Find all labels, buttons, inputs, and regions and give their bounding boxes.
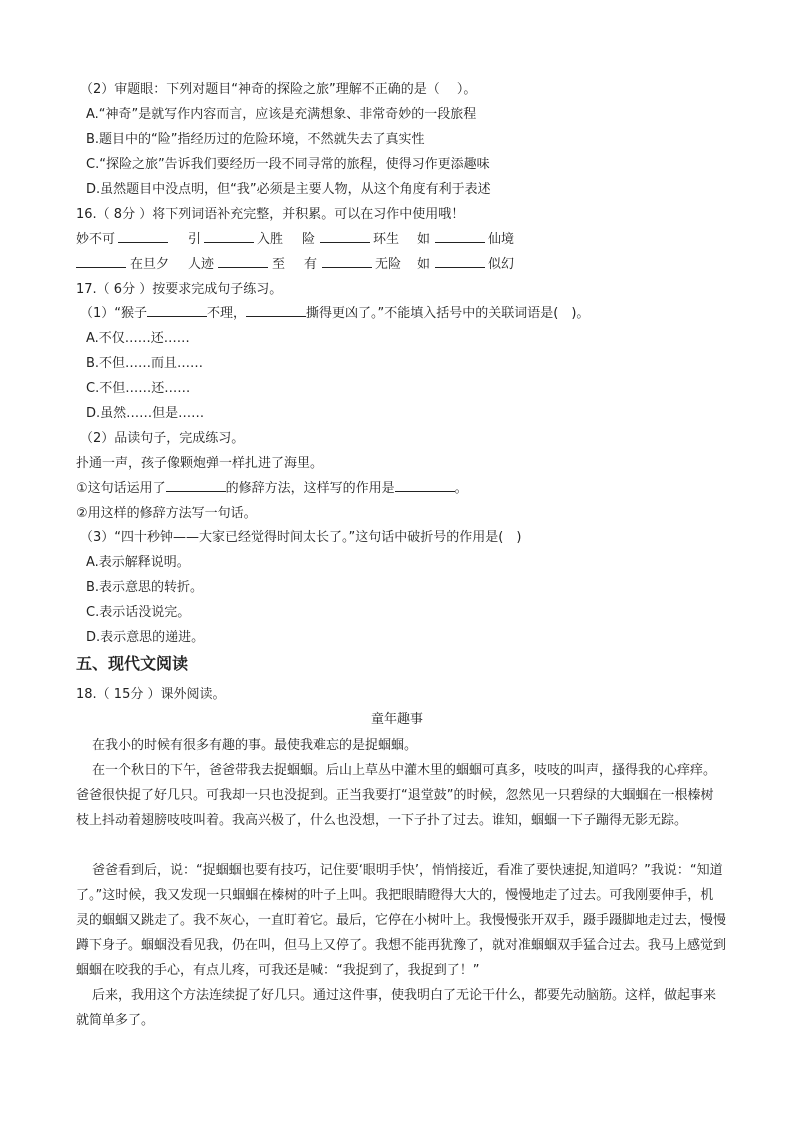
q17-2-question-2: ②用这样的修辞方法写一句话。 — [76, 506, 257, 521]
q17-2-q1-text-a: ①这句话运用了 — [76, 481, 166, 496]
q17-2-q1-text-c: 。 — [454, 481, 468, 496]
q16-word-8-a: 如 — [417, 257, 431, 272]
q15-2-stem: （2）审题眼：下列对题目“神奇的探险之旅”理解不正确的是（ ）。 — [80, 82, 477, 97]
q17-1-text-a: （1）“猴子 — [80, 306, 148, 321]
q16-word-3-a: 险 — [302, 232, 316, 247]
q17-3-stem: （3）“四十秒钟——大家已经觉得时间太长了。”这句话中破折号的作用是( ) — [80, 530, 522, 545]
q16-blank[interactable] — [204, 230, 254, 250]
q16-blank[interactable] — [435, 255, 485, 275]
q16-word-4-b: 仙境 — [488, 232, 515, 247]
section-heading: 五、现代文阅读 — [76, 654, 189, 673]
q17-1-blank[interactable] — [246, 304, 306, 317]
q17-1-text-b: 不理， — [207, 306, 247, 321]
q16-word-7-b: 无险 — [375, 257, 402, 272]
q16-word-5: 在旦夕 — [130, 257, 170, 272]
q16-word-6-a: 人迹 — [188, 257, 215, 272]
q17-1-stem — [80, 304, 589, 324]
q17-3-option-b: B.表示意思的转折。 — [86, 580, 204, 595]
q16-blank[interactable] — [320, 230, 370, 250]
q17-2-question-1 — [76, 479, 468, 499]
passage-paragraph-3: 爸爸看到后，说：“捉蝈蝈也要有技巧，记住要‘眼明手快’，悄悄接近，看准了要快速捉,知道吗？”我说：“知道了。”这时候，我又发现一只蝈蝈在榛树的叶子上叫。我把眼睛瞪得大大的，慢慢地走了过去。可我刚要伸手，机灵的蝈蝈又跳走了。我不灰心，一直盯着它。最后，它停在小树叶上。我慢慢张开双手，蹑手蹑脚地走过去，慢慢蹲下身子。蝈蝈没看见我，仍在叫，但马上又停了。我想不能再犹豫了，就对准蝈蝈双手猛合过去。我马上感觉到蝈蝈在咬我的手心，有点儿疼，可我还是喊：“我捉到了，我捉到了！” — [76, 863, 727, 978]
passage-paragraph-4: 后来，我用这个方法连续捉了好几只。通过这件事，使我明白了无论干什么，都要先动脑筋。这样，做起事来就简单多了。 — [76, 988, 717, 1028]
q16-stem: 16.（ 8分 ）将下列词语补充完整，并积累。可以在习作中使用哦！ — [76, 207, 465, 222]
q17-2-stem: （2）品读句子，完成练习。 — [80, 431, 245, 446]
q16-blank[interactable] — [118, 230, 168, 250]
q17-2-sentence: 扑通一声，孩子像颗炮弹一样扎进了海里。 — [76, 456, 324, 471]
q17-3-option-d: D.表示意思的递进。 — [86, 630, 205, 645]
q16-blank[interactable] — [76, 255, 126, 275]
q16-blank[interactable] — [218, 255, 268, 275]
q15-2-option-b: B.题目中的“险”指经历过的危险环境，不然就失去了真实性 — [86, 132, 425, 147]
q16-word-2-a: 引 — [188, 232, 202, 247]
passage-paragraph-1: 在我小的时候有很多有趣的事。最使我难忘的是捉蝈蝈。 — [92, 738, 418, 753]
q17-2-q1-blank[interactable] — [395, 479, 455, 492]
passage-title: 童年趣事 — [370, 712, 423, 727]
q16-word-7-a: 有 — [304, 257, 318, 272]
q16-word-4-a: 如 — [417, 232, 431, 247]
q17-stem: 17.（ 6分 ）按要求完成句子练习。 — [76, 282, 283, 297]
q17-1-option-a: A.不仅……还…… — [86, 331, 190, 346]
q17-3-option-a: A.表示解释说明。 — [86, 555, 190, 570]
q15-2-option-a: A.“神奇”是就写作内容而言，应该是充满想象、非常奇妙的一段旅程 — [86, 107, 477, 122]
q17-1-option-c: C.不但……还…… — [86, 381, 191, 396]
q16-word-1-a: 妙不可 — [76, 232, 116, 247]
q17-2-q1-text-b: 的修辞方法，这样写的作用是 — [225, 481, 395, 496]
q16-word-2-b: 入胜 — [257, 232, 284, 247]
q16-blank[interactable] — [322, 255, 372, 275]
q17-1-blank[interactable] — [147, 304, 207, 317]
q16-word-3-b: 环生 — [373, 232, 400, 247]
q18-stem: 18.（ 15分 ）课外阅读。 — [76, 687, 226, 702]
q17-2-q1-blank[interactable] — [166, 479, 226, 492]
q15-2-option-c: C.“探险之旅”告诉我们要经历一段不同寻常的旅程，使得习作更添趣味 — [86, 157, 490, 172]
q17-1-text-c: 撕得更凶了。”不能填入括号中的关联词语是( )。 — [306, 306, 590, 321]
q15-2-option-d: D.虽然题目中没点明，但“我”必须是主要人物，从这个角度有利于表述 — [86, 182, 491, 197]
q17-1-option-d: D.虽然……但是…… — [86, 406, 205, 421]
q16-blank[interactable] — [435, 230, 485, 250]
passage-paragraph-2: 在一个秋日的下午，爸爸带我去捉蝈蝈。后山上草丛中灌木里的蝈蝈可真多，吱吱的叫声，搔得我的心痒痒。爸爸很快捉了好几只。可我却一只也没捉到。正当我要打“退堂鼓”的时候，忽然见一只碧绿的大蝈蝈在一根榛树枝上抖动着翅膀吱吱叫着。我高兴极了，什么也没想，一下子扑了过去。谁知，蝈蝈一下子蹦得无影无踪。 — [76, 763, 717, 828]
q17-1-option-b: B.不但……而且…… — [86, 356, 204, 371]
q17-3-option-c: C.表示话没说完。 — [86, 605, 191, 620]
q16-word-8-b: 似幻 — [488, 257, 515, 272]
q16-word-6-b: 至 — [272, 257, 286, 272]
